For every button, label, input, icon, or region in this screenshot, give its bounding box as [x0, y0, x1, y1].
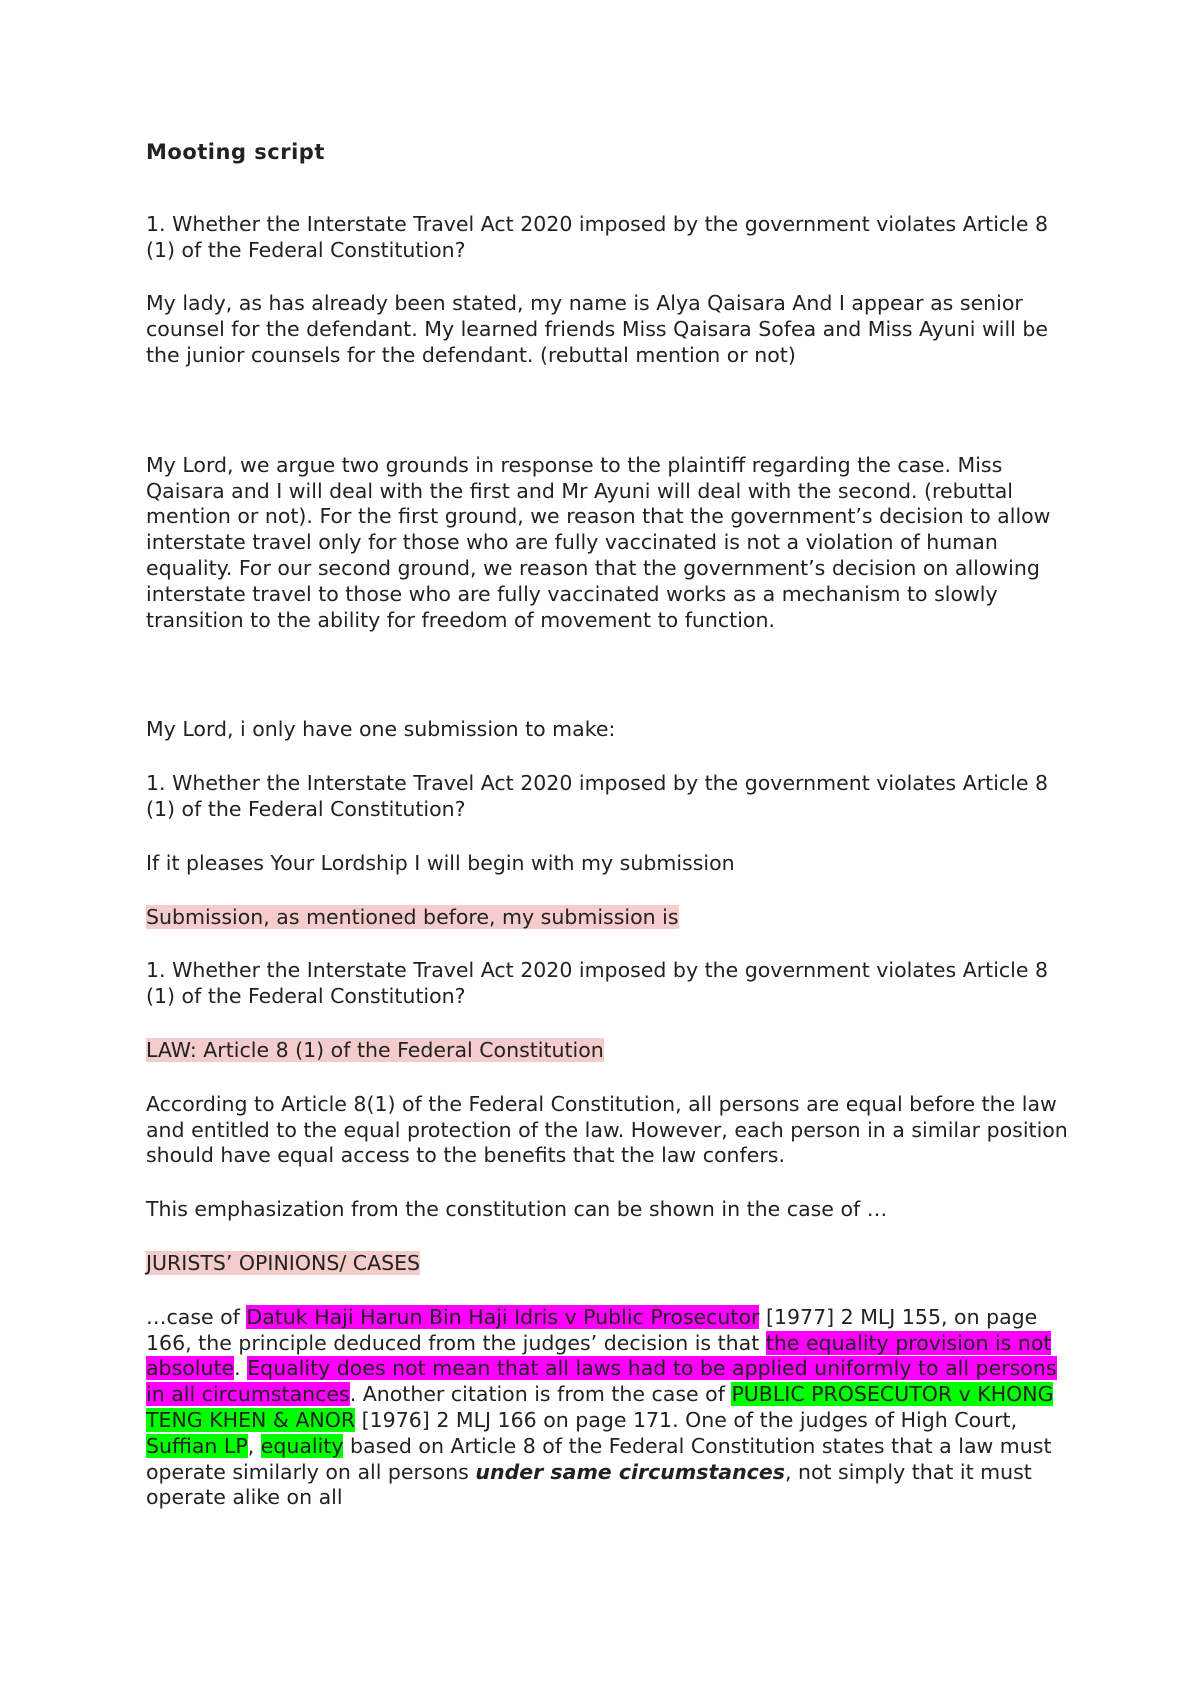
- one-submission-line: My Lord, i only have one submission to make:: [146, 717, 616, 742]
- highlight-equality-not-uniform: Equality does not mean that all laws had to be applied uniformly to all persons in all circumstances: [146, 1356, 1057, 1407]
- case-text-6: ,: [247, 1433, 261, 1458]
- case-text-8: , not simply that it must operate alike on all: [146, 1459, 1032, 1510]
- highlight-equality-word: equality: [260, 1433, 344, 1458]
- intro-paragraph: My lady, as has already been stated, my name is Alya Qaisara And I appear as senior counsel for the defendant. My learned friends Miss Qaisara Sofea and Miss Ayuni will be the junior counsels for the defendant. (rebuttal mention or not): [146, 291, 1048, 367]
- case-paragraph: [146, 1305, 1076, 1511]
- law-heading-text: LAW: Article 8 (1) of the Federal Constitution: [146, 1037, 604, 1062]
- case-text-1: …case of: [146, 1304, 247, 1329]
- case-text-7: based on Article 8 of the Federal Constitution states that a law must operate similarly on all persons: [146, 1433, 1052, 1484]
- jurists-heading-text: JURISTS’ OPINIONS/ CASES: [146, 1250, 421, 1275]
- case-text-4: . Another citation is from the case of: [349, 1382, 732, 1407]
- jurists-heading: [146, 1251, 1076, 1277]
- issue-statement-2: 1. Whether the Interstate Travel Act 2020 imposed by the government violates Article 8 (1) of the Federal Constitution?: [146, 771, 1049, 821]
- issue-statement-3: 1. Whether the Interstate Travel Act 2020 imposed by the government violates Article 8 (1) of the Federal Constitution?: [146, 958, 1049, 1009]
- law-heading: [146, 1038, 1076, 1064]
- case-name-harun: Datuk Haji Harun Bin Haji Idris v Public Prosecutor: [246, 1304, 760, 1329]
- judge-name-suffian: Suffian LP: [146, 1433, 248, 1458]
- case-text-2: [1977] 2 MLJ 155, on page 166, the principle deduced from the judges’ decision is that: [146, 1304, 1038, 1355]
- document-title: Mooting script: [146, 140, 325, 164]
- submission-heading: [146, 905, 1076, 931]
- highlight-equality-not-absolute: the equality provision is not absolute: [146, 1330, 1052, 1381]
- law-paragraph: According to Article 8(1) of the Federal Constitution, all persons are equal before the law and entitled to the equal protection of the law. However, each person in a similar position should have equal access to the benefits that the law confers.: [146, 1091, 1068, 1168]
- grounds-paragraph: My Lord, we argue two grounds in response to the plaintiff regarding the case. Miss Qaisara and I will deal with the first and Mr Ayuni will deal with the second. (rebuttal mention or not). For the first ground, we reason that the government’s decision to allow interstate travel only for those who are fully vaccinated is not a violation of human equality. For our second ground, we reason that the government’s decision on allowing interstate travel to those who are fully vaccinated works as a mechanism to slowly transition to the ability for freedom of movement to function.: [146, 452, 1051, 632]
- emphasis-same-circumstances: under same circumstances: [475, 1459, 785, 1484]
- submission-heading-text: Submission, as mentioned before, my submission is: [146, 904, 679, 929]
- case-name-khong-teng-khen: PUBLIC PROSECUTOR v KHONG TENG KHEN & ANOR: [146, 1382, 1054, 1432]
- document-body: [146, 140, 1076, 1511]
- case-text-3: .: [234, 1356, 248, 1381]
- emphasis-line: This emphasization from the constitution can be shown in the case of …: [146, 1197, 888, 1222]
- issue-statement-1: 1. Whether the Interstate Travel Act 2020 imposed by the government violates Article 8 (1) of the Federal Constitution?: [146, 211, 1049, 262]
- case-text-5: [1976] 2 MLJ 166 on page 171. One of the judges of High Court,: [355, 1407, 1018, 1432]
- begin-submission-line: If it pleases Your Lordship I will begin with my submission: [146, 850, 735, 875]
